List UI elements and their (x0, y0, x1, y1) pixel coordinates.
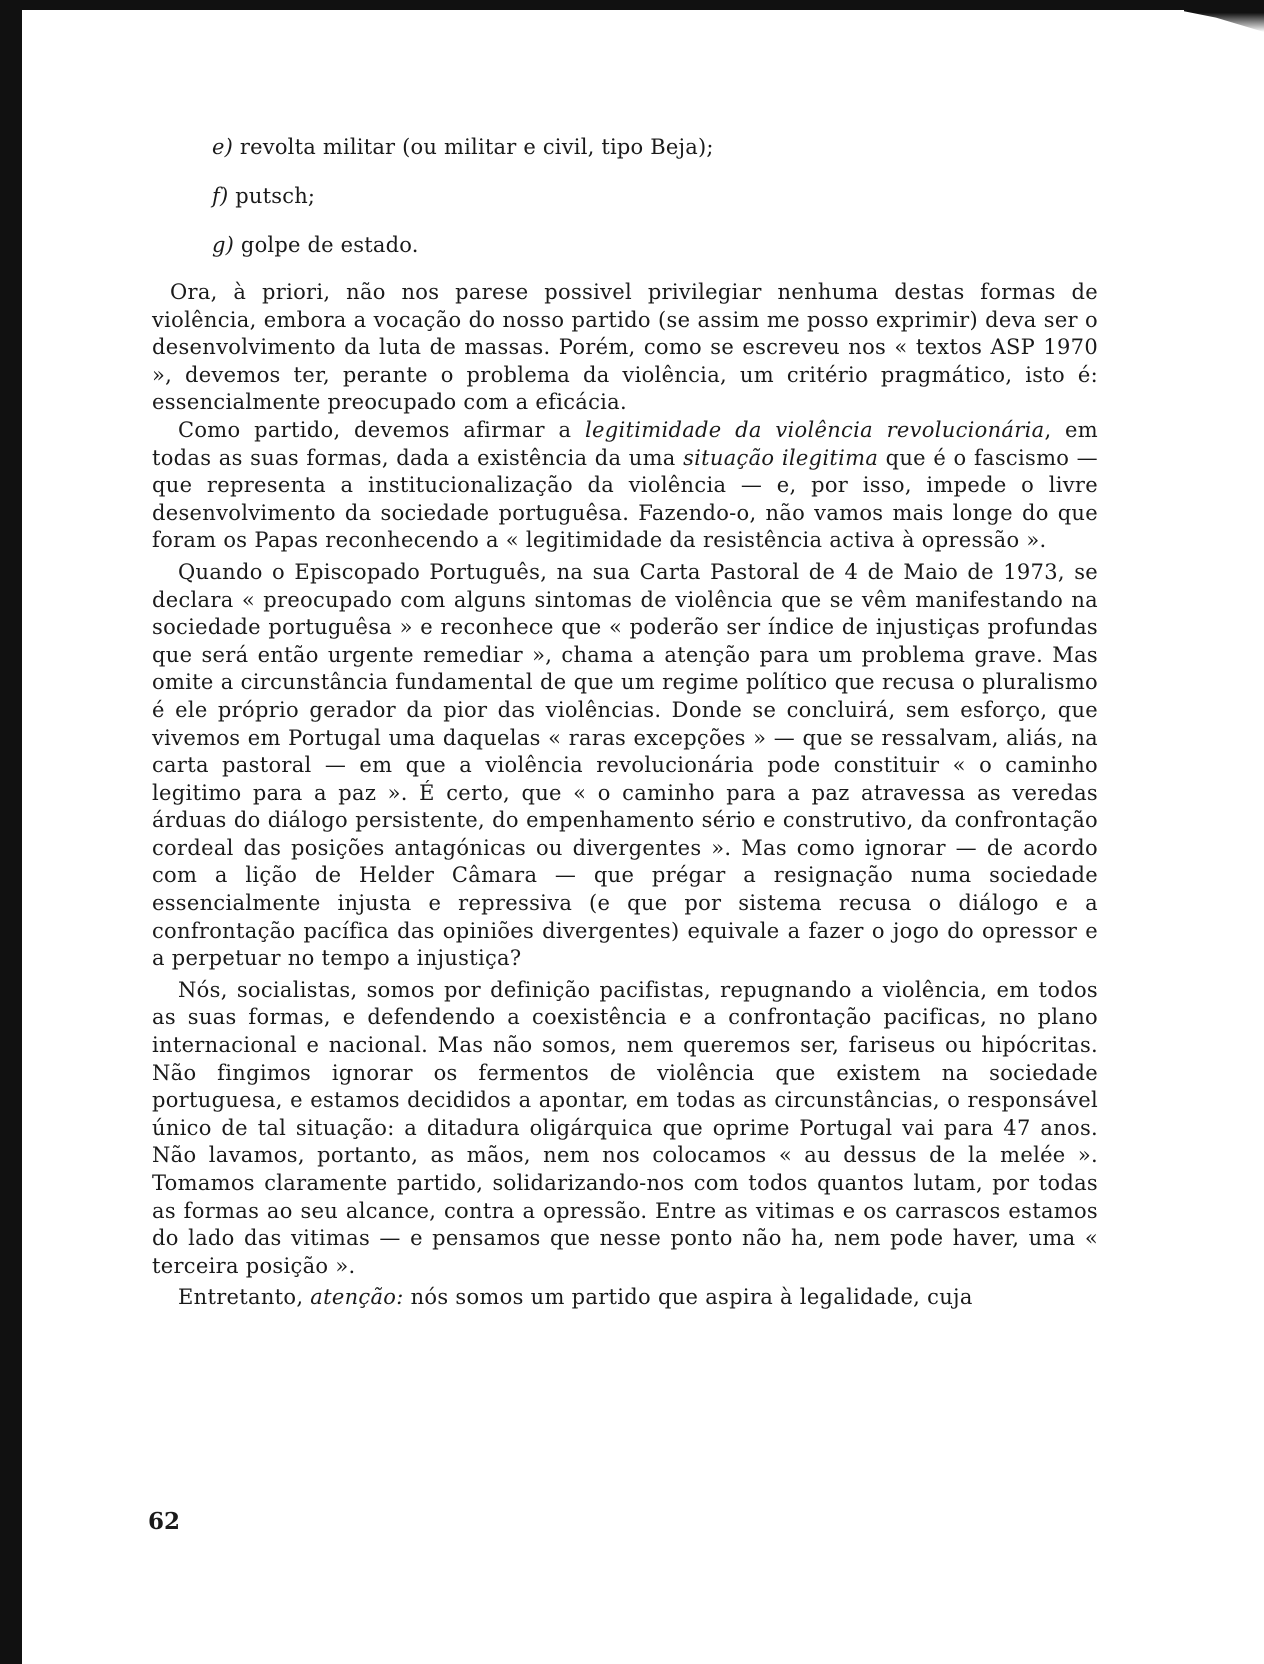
list-item-e (212, 132, 1098, 163)
paragraph-text: , em todas as suas formas, dada a existência da uma (152, 417, 1098, 470)
paragraph-text: Nós, socialistas, somos por definição pacifistas, repugnando a violência, em todos as suas formas, e defendendo a coexistência e a confrontação pacificas, no plano internacional e nacional. Mas não somos, nem queremos ser, fariseus ou hipócritas. Não fingimos ignorar os fermentos de violência que existem na sociedade portuguesa, e estamos decididos a apontar, em todas as circunstâncias, o responsável único de tal situação: a ditadura oligárquica que oprime Portugal vai para 47 anos. Não lavamos, portanto, as mãos, nem nos colocamos « au dessus de la melée ». Tomamos claramente partido, solidarizando-nos com todos quantos lutam, por todas as formas ao seu alcance, contra a opressão. Entre as vitimas e os carrascos estamos do lado das vitimas — e pensamos que nesse ponto não ha, nem pode haver, uma « terceira posição ». (152, 977, 1098, 1278)
list-item-text: golpe de estado. (234, 233, 419, 257)
scan-corner-shadow (1184, 0, 1264, 32)
paragraph-text: Ora, à priori, não nos parese possivel privilegiar nenhuma destas formas de violência, embora a vocação do nosso partido (se assim me posso exprimir) deva ser o desenvolvimento da luta de massas. Porém, como se escreveu nos « textos ASP 1970 », devemos ter, perante o problema da violência, um critério pragmático, isto é: essencialmente preocupado com a eficácia. (152, 280, 1098, 415)
paragraph-3 (152, 559, 1098, 973)
paragraph-text: Quando o Episcopado Português, na sua Carta Pastoral de 4 de Maio de 1973, se declara « preocupado com alguns sintomas de violência que se vêm manifestando na sociedade portuguêsa » e reconhece que « poderão ser índice de injustiças profundas que será então urgente remediar », chama a atenção para um problema grave. Mas omite a circunstância fundamental de que um regime político que recusa o pluralismo é ele próprio gerador da pior das violências. Donde se concluirá, sem esforço, que vivemos em Portugal uma daquelas « raras excepções » — que se ressalvam, aliás, na carta pastoral — em que a violência revolucionária pode constituir « o caminho legitimo para a paz ». É certo, que « o caminho para a paz atravessa as veredas árduas do diálogo persistente, do empenhamento sério e construtivo, da confrontação cordeal das posições antagónicas ou divergentes ». Mas como ignorar — de acordo com a lição de Helder Câmara — que prégar a resignação numa sociedade essencialmente injusta e repressiva (e que por sistema recusa o diálogo e a confrontação pacífica das opiniões divergentes) equivale a fazer o jogo do opressor e a perpetuar no tempo a injustiça? (152, 559, 1098, 971)
paragraph-1 (152, 279, 1098, 417)
page-number: 62 (148, 1508, 181, 1535)
list-item-g (212, 230, 1098, 261)
list-marker: e) (212, 135, 234, 159)
list-item-f (212, 181, 1098, 212)
list-item-text: putsch; (228, 184, 316, 208)
paragraph-text: Como partido, devemos afirmar a (178, 417, 585, 442)
scan-border-top (18, 0, 1264, 10)
paragraph-2 (152, 417, 1098, 555)
paragraph-text: que é o fascismo — que representa a institucionalização da violência — e, por isso, impede o livre desenvolvimento da sociedade portuguêsa. Fazendo-o, não vamos mais longe do que foram os Papas reconhecendo a « legitimidade da resistência activa à opressão ». (152, 445, 1098, 553)
emphasis-text: atenção: (310, 1285, 404, 1310)
emphasis-text: situação ilegitima (683, 445, 879, 470)
list-marker: f) (212, 184, 229, 208)
page-body (152, 132, 1098, 1312)
emphasis-text: legitimidade da violência revolucionária (585, 417, 1045, 442)
paragraph-4 (152, 977, 1098, 1281)
paragraph-text: Entretanto, (178, 1285, 311, 1310)
paragraph-text: nós somos um partido que aspira à legalidade, cuja (403, 1285, 973, 1310)
paragraph-5 (152, 1284, 1098, 1312)
list-item-text: revolta militar (ou militar e civil, tipo Beja); (233, 135, 714, 159)
scan-border-left (0, 0, 22, 1664)
list-marker: g) (212, 233, 235, 257)
